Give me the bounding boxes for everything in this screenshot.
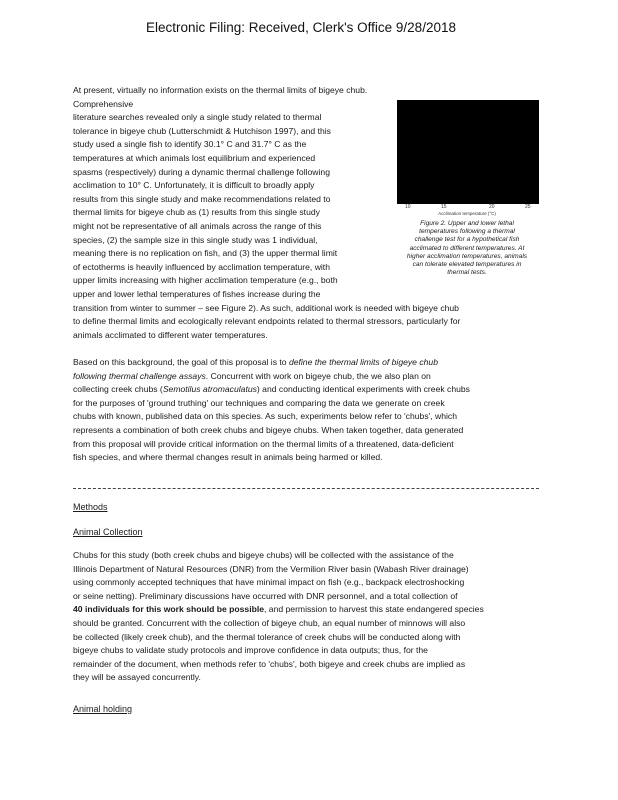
text-line: following thermal challenge assays. Concurrent with work on bigeye chub, the we also plan on	[73, 370, 431, 381]
methods-heading: Methods	[73, 502, 108, 512]
text-line: species, (2) the sample size in this single study was 1 individual,	[73, 234, 318, 245]
caption-line: challenge test for a hypothetical fish	[414, 236, 520, 244]
text-line: from this proposal will provide critical information on the thermal limits of a threatened, data-deficient	[73, 438, 454, 449]
text-line: results from this single study and make recommendations related to	[73, 193, 331, 204]
intro-wrapped-lines	[73, 84, 393, 302]
text-line: Chubs for this study (both creek chubs and bigeye chubs) will be collected with the assistance of the	[73, 550, 454, 560]
caption-line: acclimated to different temperatures. At	[409, 244, 525, 252]
text-line: temperatures at which animals lost equilibrium and experienced	[73, 152, 316, 163]
tick-label: 20	[489, 204, 495, 210]
text-line: Based on this background, the goal of this proposal is to define the thermal limits of bigeye chub	[73, 357, 438, 367]
text-line: spasms (respectively) during a dynamic thermal challenge following	[73, 166, 330, 177]
filing-header: Electronic Filing: Received, Clerk's Office 9/28/2018	[146, 20, 456, 35]
text-line: literature searches revealed only a single study related to thermal	[73, 112, 322, 123]
animal-collection-heading: Animal Collection	[73, 527, 143, 537]
section-divider	[73, 488, 539, 489]
text-line: transition from winter to summer – see Figure 2). As such, additional work is needed with bigeye chub	[73, 302, 459, 313]
figure-x-label: Acclimation temperature (°C)	[438, 211, 496, 216]
text-line: Illinois Department of Natural Resources (DNR) from the Vermilion River basin (Wabash River drainage)	[73, 563, 469, 574]
text-line: remainder of the document, when methods refer to 'chubs', both bigeye and creek chubs are implied as	[73, 658, 466, 669]
text-line: using commonly accepted techniques that have minimal impact on fish (e.g., backpack electroshocking	[73, 577, 465, 588]
text-line: meaning there is no replication on fish, and (3) the upper thermal limit	[73, 248, 338, 259]
text-line: tolerance in bigeye chub (Lutterschmidt & Hutchison 1997), and this	[73, 125, 331, 136]
text-line: 40 individuals for this work should be possible, and permission to harvest this state endangered species	[73, 604, 484, 615]
text-line: to define thermal limits and ecologically relevant endpoints related to thermal stressors, particularly for	[73, 316, 461, 327]
caption-line: Figure 2. Upper and lower lethal	[420, 220, 514, 227]
text-line: At present, virtually no information exists on the thermal limits of bigeye chub. Comprehensive	[73, 85, 368, 109]
figure-image	[397, 100, 539, 204]
text-line: thermal limits for bigeye chub as (1) results from this single study	[73, 207, 320, 218]
text-line: study used a single fish to identify 30.1° C and 31.7° C as the	[73, 139, 307, 150]
text-line: upper limits increasing with higher acclimation temperature (e.g., both	[73, 275, 338, 286]
figure-2	[397, 100, 537, 277]
caption-line: higher acclimation temperatures, animals	[406, 252, 528, 260]
caption-line: can tolerate elevated temperatures in	[412, 261, 522, 269]
text-line: they will be assayed concurrently.	[73, 672, 201, 683]
collection-lines-a	[73, 549, 539, 603]
text-line: for the purposes of 'ground truthing' our techniques and comparing the data we generate on creek	[73, 397, 445, 408]
caption-line: thermal tests.	[447, 269, 487, 277]
caption-line: temperatures following a thermal	[419, 228, 515, 236]
goal-paragraph	[73, 356, 539, 465]
collection-lines-b	[73, 617, 539, 685]
text-line: animals acclimated to different water temperatures.	[73, 329, 268, 340]
text-line: or seine netting). Preliminary discussions have occurred with DNR personnel, and a total collection of	[73, 590, 458, 601]
animal-holding-heading: Animal holding	[73, 704, 133, 714]
text-line: should be granted. Concurrent with the collection of bigeye chub, an equal number of minnows will also	[73, 617, 466, 628]
figure-x-ticks	[397, 204, 537, 212]
text-line: might not be representative of all animals across the range of this	[73, 220, 322, 231]
tick-label: 25	[525, 204, 531, 210]
goal-lines	[73, 397, 539, 465]
text-line: represents a combination of both creek chubs and bigeye chubs. When taken together, data generated	[73, 424, 464, 435]
figure-caption	[391, 220, 543, 277]
text-line: be collected (likely creek chub), and the thermal tolerance of creek chubs will be conducted along with	[73, 631, 461, 642]
collection-paragraph	[73, 549, 539, 685]
text-line: collecting creek chubs (Semotilus atromaculatus) and conducting identical experiments with creek chubs	[73, 384, 470, 395]
tick-label: 10	[405, 204, 411, 210]
text-line: upper and lower lethal temperatures of fishes increase during the	[73, 288, 321, 299]
intro-full-lines	[73, 302, 539, 343]
tick-label: 15	[441, 204, 447, 210]
text-line: chubs with known, published data on this species. As such, experiments below refer to 'chubs', which	[73, 411, 457, 422]
text-line: fish species, and where thermal changes result in animals being harmed or killed.	[73, 452, 383, 463]
text-line: acclimation to 10° C. Unfortunately, it is difficult to broadly apply	[73, 180, 315, 191]
text-line: bigeye chubs to validate study protocols and improve confidence in data outputs; thus, for the	[73, 645, 428, 656]
text-line: of ectotherms is heavily influenced by acclimation temperature, with	[73, 261, 330, 272]
